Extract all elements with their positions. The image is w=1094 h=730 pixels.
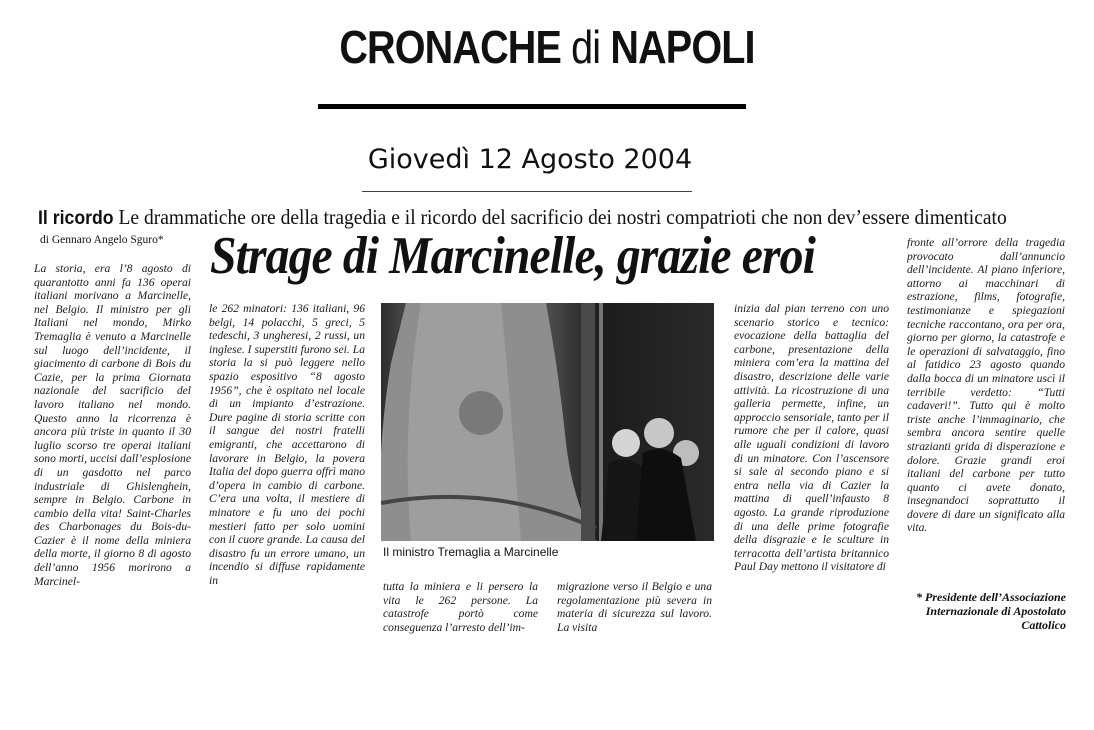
article-column-6: fronte all’orrore della tragedia provocato dall’annuncio dell’incidente. Al piano inferiore, attorno ai macchinari di estrazione, films, fotografie, testimonianze e spiegazioni tecniche raccontano, ora per ora, giorno per giorno, la catastrofe e le operazioni di salvataggio, fino al fatidico 23 agosto quando dalla bocca di un minatore uscì il terribile verdetto: “Tutti cadaveri!”. Tutto qui è molto triste anche l’immaginario, che sembra ancora sentire quelle strazianti grida di disperazione e dolore. Grazie grandi eroi italiani del carbone per tutto quanto ci avete donato, insegnandoci soprattutto il dovere di dare un significato alla vita. [907,236,1065,535]
masthead-napoli: NAPOLI [600,21,755,73]
dateline-rule [362,191,692,192]
photo-caption: Il ministro Tremaglia a Marcinelle [383,545,559,559]
article-column-3: tutta la miniera e li persero la vita le 262 persone. La catastrofe portò come conseguenza l’arresto dell’im- [383,580,538,634]
masthead [77,21,1018,73]
masthead-di: di [571,21,601,73]
bell-illustration [381,303,714,541]
article-column-1: La storia, era l’8 agosto di quarantotto anni fa 136 operai italiani morivano a Marcinelle, nel Belgio. Il ministro per gli Italiani nel mondo, Mirko Tremaglia è venuto a Marcinelle sul luogo dell’incidente, il giacimento di carbone di Bois du Cazie, per la prima Giornata nazionale del sacrificio del lavoro italiano nel mondo. Questo anno la ricorrenza è ancora più triste in quanto il 30 luglio scorso tre operai italiani sono morti, uccisi dall’esplosione di un gasdotto nel parco industriale di Ghislenghein, sempre in Belgio. Carbone in cambio della vita! Saint-Charles des Charbonages du Bois-du-Cazier è il nome della miniera della morte, il giorno 8 di agosto dell’anno 1956 morirono a Marcinel- [34,262,191,588]
photo-bell-ceremony [381,303,714,541]
kicker-text: Le drammatiche ore della tragedia e il ricordo del sacrificio dei nostri compatrioti che non dev’essere dimenticato [118,205,1007,229]
masthead-cronache: CRONACHE [339,21,572,73]
dateline: Giovedì 12 Agosto 2004 [367,144,693,175]
article-column-2: le 262 minatori: 136 italiani, 96 belgi, 14 polacchi, 5 greci, 5 tedeschi, 3 ungheresi, 2 russi, un inglese. I superstiti furono sei. La storia la si può leggere nello spazio espositivo “8 agosto 1956”, che è ospitato nel locale di un impianto d’estrazione. Dure pagine di storia scritte con il sangue dei nostri fratelli emigranti, che accettarono di lavorare in Belgio, la povera Italia del dopo guerra offrì mano d’opera in cambio di carbone. C’era una volta, il mestiere di minatore e fu uno dei pochi mestieri fatto per solo uomini con il cuore grande. La causa del disastro fu un errore umano, un incendio si diffuse rapidamente in [209,302,365,587]
masthead-rule [318,104,746,109]
kicker-label: Il ricordo [38,208,114,229]
article-column-5: inizia dal pian terreno con uno scenario storico e tecnico: evocazione della battaglia del carbone, presentazione della miniera com’era la mattina del disastro, descrizione delle varie attività. La ricostruzione di una galleria permette, infine, un approccio sensoriale, tanto per il rumore che per il calore, quasi alle uguali condizioni di lavoro di un minatore. Con l’ascensore si sale al secondo piano e si entra nella via di Cazier la mattina di quell’infausto 8 agosto. La grande riproduzione di una delle prime fotografie della disgrazie e le sculture in terracotta dell’artista britannico Paul Day mettono il visitatore di [734,302,889,574]
headline: Strage di Marcinelle, grazie eroi [210,227,815,285]
article-column-4: migrazione verso il Belgio e una regolamentazione più severa in materia di sicurezza sul lavoro. La visita [557,580,712,634]
author-footnote: * Presidente dell’Associazione Internazionale di Apostolato Cattolico [916,590,1066,632]
byline: di Gennaro Angelo Sguro* [40,234,164,246]
